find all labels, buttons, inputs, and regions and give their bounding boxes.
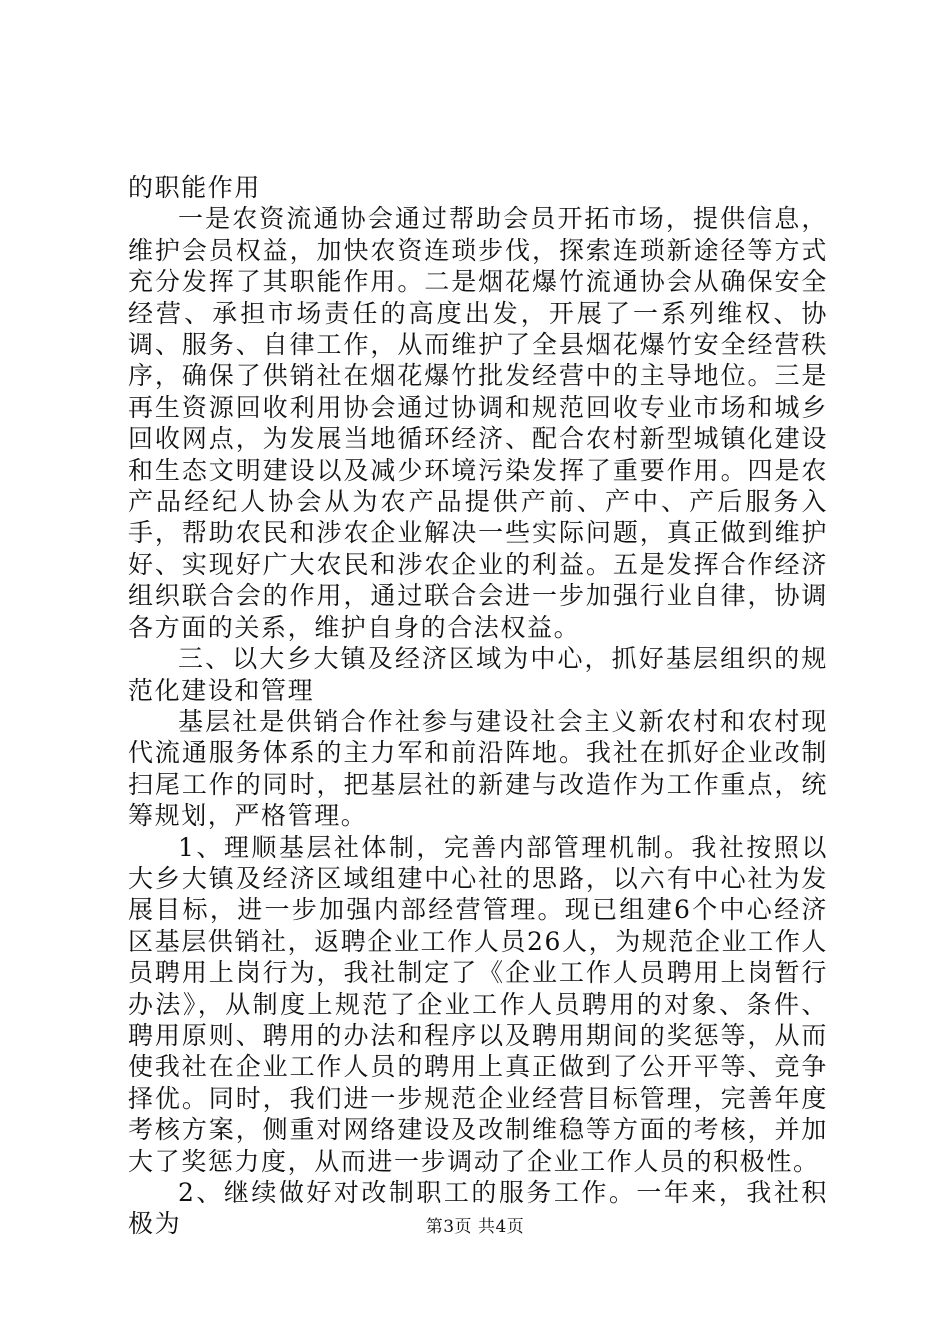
paragraph-item-one: 1、理顺基层社体制，完善内部管理机制。我社按照以大乡大镇及经济区域组建中心社的思路，以六有中心社为发展目标，进一步加强内部经营管理。现已组建6个中心经济区基层供销社，返聘企业工作人员26人，为规范企业工作人员聘用上岗行为，我社制定了《企业工作人员聘用上岗暂行办法》，从制度上规范了企业工作人员聘用的对象、条件、聘用原则、聘用的办法和程序以及聘用期间的奖惩等，从而使我社在企业工作人员的聘用上真正做到了公开平等、竞争择优。同时，我们进一步规范企业经营目标管理，完善年度考核方案，侧重对网络建设及改制维稳等方面的考核，并加大了奖惩力度，从而进一步调动了企业工作人员的积极性。 <box>128 832 829 1176</box>
paragraph-grassroots: 基层社是供销合作社参与建设社会主义新农村和农村现代流通服务体系的主力军和前沿阵地。我社在抓好企业改制扫尾工作的同时，把基层社的新建与改造作为工作重点，统筹规划，严格管理。 <box>128 706 828 831</box>
paragraph-associations: 一是农资流通协会通过帮助会员开拓市场，提供信息，维护会员权益，加快农资连琐步伐，探索连琐新途径等方式充分发挥了其职能作用。二是烟花爆竹流通协会从确保安全经营、承担市场责任的高度出发，开展了一系列维权、协调、服务、自律工作，从而维护了全县烟花爆竹安全经营秩序，确保了供销社在烟花爆竹批发经营中的主导地位。三是再生资源回收利用协会通过协调和规范回收专业市场和城乡回收网点，为发展当地循环经济、配合农村新型城镇化建设和生态文明建设以及减少环境污染发挥了重要作用。四是农产品经纪人协会从为农产品提供产前、产中、产后服务入手，帮助农民和涉农企业解决一些实际问题，真正做到维护好、实现好广大农民和涉农企业的利益。五是发挥合作经济组织联合会的作用，通过联合会进一步加强行业自律，协调各方面的关系，维护自身的合法权益。 <box>128 204 828 642</box>
paragraph-item-two: 2、继续做好对改制职工的服务工作。一年来，我社积极为 <box>128 1178 828 1239</box>
page-footer <box>0 1216 950 1238</box>
page-number-label: 第3页 共4页 <box>425 1217 525 1237</box>
document-body <box>128 172 828 1240</box>
paragraph-continuation: 的职能作用 <box>128 173 262 202</box>
section-heading-three: 三、以大乡大镇及经济区域为中心，抓好基层组织的规范化建设和管理 <box>128 644 828 705</box>
